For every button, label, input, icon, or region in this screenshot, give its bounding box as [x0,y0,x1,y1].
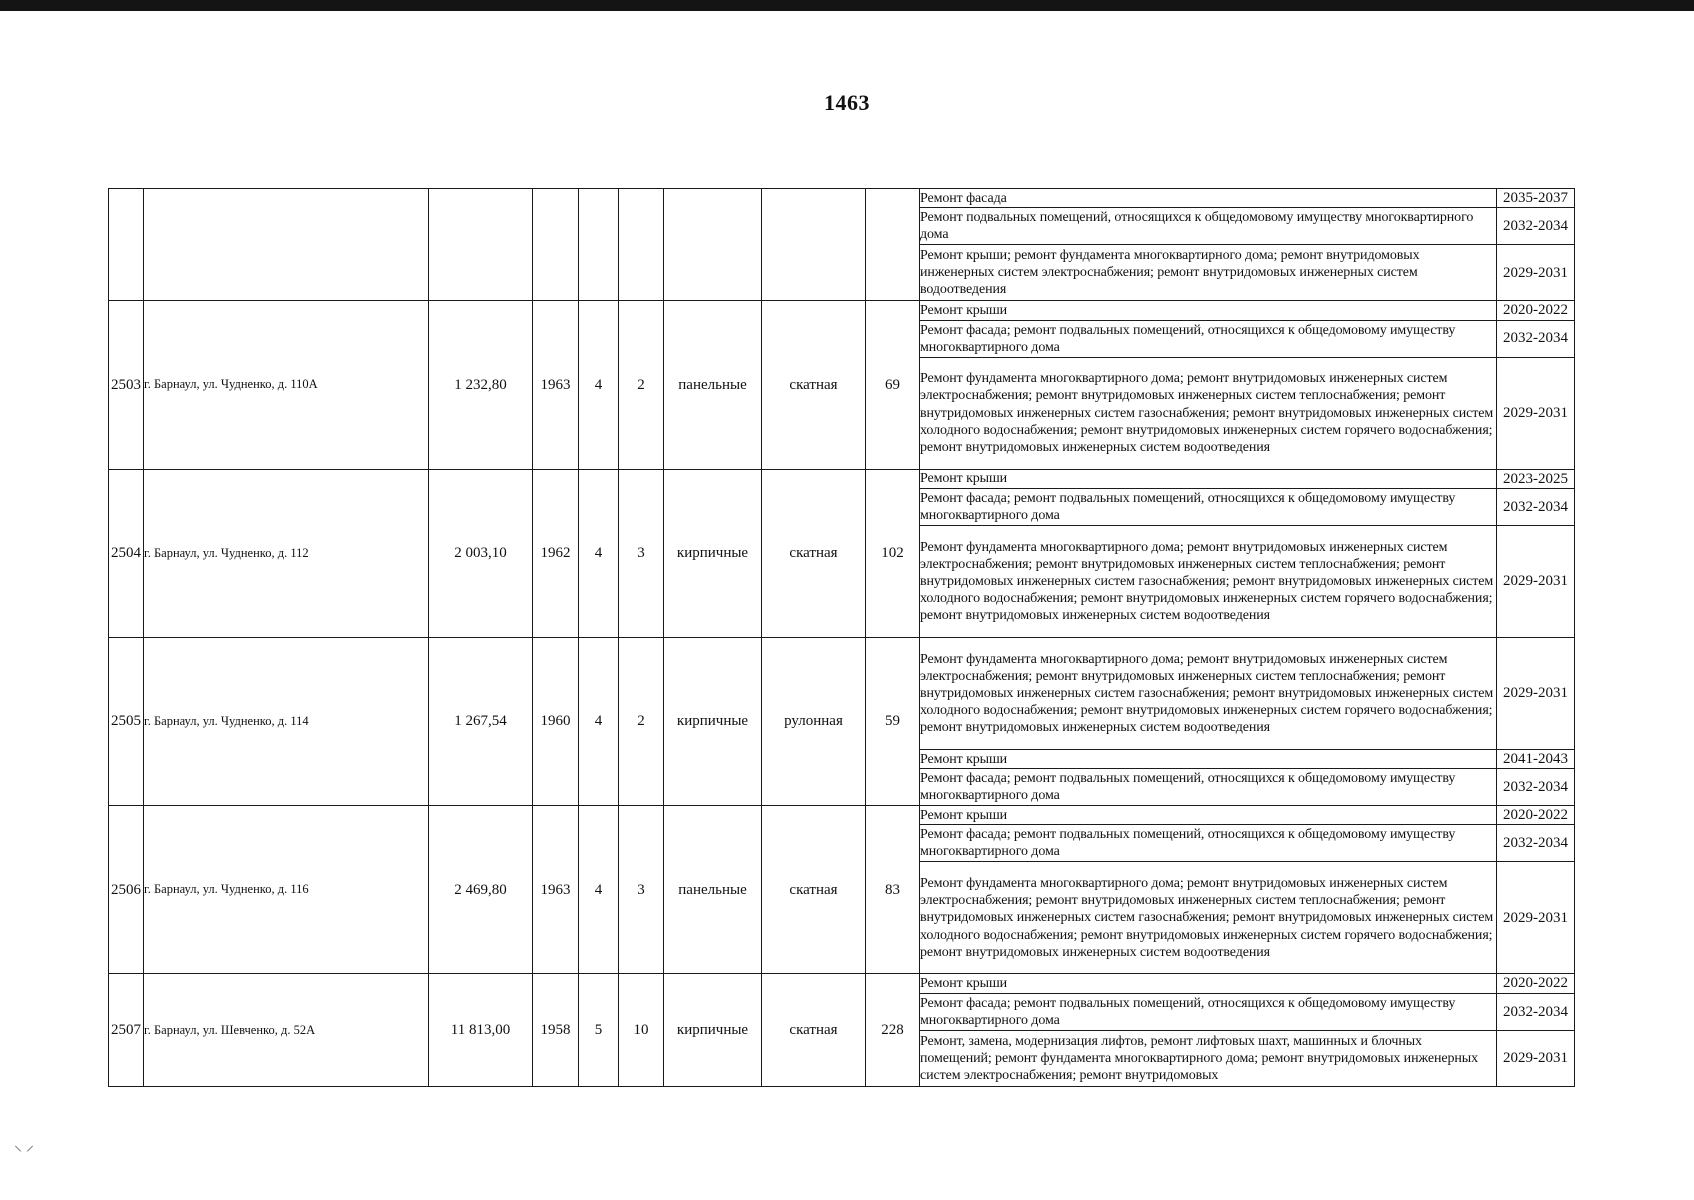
work-period: 2032-2034 [1497,488,1575,525]
entrances-count: 2 [619,637,664,805]
table-row [109,974,1575,993]
building-id: 2507 [109,974,144,1086]
work-period: 2032-2034 [1497,993,1575,1030]
residents-count: 228 [866,974,920,1086]
continuation-empty-cell [664,189,762,301]
work-period: 2029-2031 [1497,245,1575,301]
wall-material: кирпичные [664,974,762,1086]
building-id: 2505 [109,637,144,805]
work-description: Ремонт фасада [920,189,1497,208]
total-area: 1 267,54 [429,637,533,805]
work-period: 2029-2031 [1497,1030,1575,1086]
scan-top-border [0,0,1694,11]
build-year: 1962 [533,469,579,637]
build-year: 1958 [533,974,579,1086]
work-period: 2032-2034 [1497,825,1575,862]
work-period: 2023-2025 [1497,469,1575,488]
build-year: 1960 [533,637,579,805]
work-description: Ремонт крыши [920,301,1497,320]
table-body [109,189,1575,1087]
work-description: Ремонт крыши [920,749,1497,768]
work-description: Ремонт фундамента многоквартирного дома; ремонт внутридомовых инженерных систем электроснабжения; ремонт внутридомовых инженерных систем теплоснабжения; ремонт внутридомовых инженерных систем газоснабжения; ремонт внутридомовых инженерных систем холодного водоснабжения; ремонт внутридомовых инженерных систем горячего водоснабжения; ремонт внутридомовых инженерных систем водоотведения [920,637,1497,749]
roof-type: скатная [762,301,866,469]
table-row [109,469,1575,488]
building-id: 2506 [109,806,144,974]
work-period: 2029-2031 [1497,357,1575,469]
total-area: 2 469,80 [429,806,533,974]
work-period: 2032-2034 [1497,208,1575,245]
building-id: 2504 [109,469,144,637]
work-description: Ремонт, замена, модернизация лифтов, ремонт лифтовых шахт, машинных и блочных помещений; ремонт фундамента многоквартирного дома; ремонт внутридомовых инженерных систем электроснабжения; ремонт внутридомовых [920,1030,1497,1086]
work-description: Ремонт крыши; ремонт фундамента многоквартирного дома; ремонт внутридомовых инженерных систем электроснабжения; ремонт внутридомовых инженерных систем водоотведения [920,245,1497,301]
building-address: г. Барнаул, ул. Чудненко, д. 112 [144,469,429,637]
work-description: Ремонт фасада; ремонт подвальных помещений, относящихся к общедомовому имуществу многоквартирного дома [920,320,1497,357]
build-year: 1963 [533,806,579,974]
total-area: 2 003,10 [429,469,533,637]
floors-count: 4 [579,637,619,805]
work-description: Ремонт фасада; ремонт подвальных помещений, относящихся к общедомовому имуществу многоквартирного дома [920,993,1497,1030]
total-area: 11 813,00 [429,974,533,1086]
work-period: 2032-2034 [1497,769,1575,806]
margin-marks: ⸌ ⸍ [14,1144,35,1161]
work-period: 2020-2022 [1497,974,1575,993]
wall-material: панельные [664,301,762,469]
wall-material: кирпичные [664,637,762,805]
repair-schedule-table [108,188,1575,1087]
residents-count: 59 [866,637,920,805]
table-row [109,189,1575,208]
continuation-empty-cell [109,189,144,301]
build-year: 1963 [533,301,579,469]
work-description: Ремонт крыши [920,469,1497,488]
page-number: 1463 [824,90,870,115]
building-address: г. Барнаул, ул. Шевченко, д. 52А [144,974,429,1086]
work-description: Ремонт подвальных помещений, относящихся к общедомовому имуществу многоквартирного дома [920,208,1497,245]
table-row [109,806,1575,825]
total-area: 1 232,80 [429,301,533,469]
table-row [109,637,1575,749]
continuation-empty-cell [144,189,429,301]
entrances-count: 10 [619,974,664,1086]
work-period: 2035-2037 [1497,189,1575,208]
table-row [109,301,1575,320]
work-description: Ремонт крыши [920,806,1497,825]
work-period: 2020-2022 [1497,806,1575,825]
work-period: 2032-2034 [1497,320,1575,357]
building-id: 2503 [109,301,144,469]
roof-type: рулонная [762,637,866,805]
floors-count: 4 [579,469,619,637]
roof-type: скатная [762,974,866,1086]
building-address: г. Барнаул, ул. Чудненко, д. 116 [144,806,429,974]
continuation-empty-cell [619,189,664,301]
continuation-empty-cell [533,189,579,301]
building-address: г. Барнаул, ул. Чудненко, д. 114 [144,637,429,805]
work-description: Ремонт фундамента многоквартирного дома; ремонт внутридомовых инженерных систем электроснабжения; ремонт внутридомовых инженерных систем теплоснабжения; ремонт внутридомовых инженерных систем газоснабжения; ремонт внутридомовых инженерных систем холодного водоснабжения; ремонт внутридомовых инженерных систем горячего водоснабжения; ремонт внутридомовых инженерных систем водоотведения [920,862,1497,974]
work-description: Ремонт фасада; ремонт подвальных помещений, относящихся к общедомовому имуществу многоквартирного дома [920,488,1497,525]
work-period: 2029-2031 [1497,637,1575,749]
work-period: 2041-2043 [1497,749,1575,768]
wall-material: кирпичные [664,469,762,637]
floors-count: 5 [579,974,619,1086]
entrances-count: 2 [619,301,664,469]
work-description: Ремонт фундамента многоквартирного дома; ремонт внутридомовых инженерных систем электроснабжения; ремонт внутридомовых инженерных систем теплоснабжения; ремонт внутридомовых инженерных систем газоснабжения; ремонт внутридомовых инженерных систем холодного водоснабжения; ремонт внутридомовых инженерных систем горячего водоснабжения; ремонт внутридомовых инженерных систем водоотведения [920,525,1497,637]
entrances-count: 3 [619,469,664,637]
wall-material: панельные [664,806,762,974]
residents-count: 83 [866,806,920,974]
work-description: Ремонт фасада; ремонт подвальных помещений, относящихся к общедомовому имуществу многоквартирного дома [920,825,1497,862]
building-address: г. Барнаул, ул. Чудненко, д. 110А [144,301,429,469]
work-description: Ремонт крыши [920,974,1497,993]
residents-count: 102 [866,469,920,637]
roof-type: скатная [762,806,866,974]
floors-count: 4 [579,806,619,974]
residents-count: 69 [866,301,920,469]
work-description: Ремонт фасада; ремонт подвальных помещений, относящихся к общедомовому имуществу многоквартирного дома [920,769,1497,806]
continuation-empty-cell [866,189,920,301]
work-period: 2020-2022 [1497,301,1575,320]
roof-type: скатная [762,469,866,637]
floors-count: 4 [579,301,619,469]
entrances-count: 3 [619,806,664,974]
work-period: 2029-2031 [1497,525,1575,637]
continuation-empty-cell [762,189,866,301]
work-description: Ремонт фундамента многоквартирного дома; ремонт внутридомовых инженерных систем электроснабжения; ремонт внутридомовых инженерных систем теплоснабжения; ремонт внутридомовых инженерных систем газоснабжения; ремонт внутридомовых инженерных систем холодного водоснабжения; ремонт внутридомовых инженерных систем горячего водоснабжения; ремонт внутридомовых инженерных систем водоотведения [920,357,1497,469]
continuation-empty-cell [579,189,619,301]
continuation-empty-cell [429,189,533,301]
work-period: 2029-2031 [1497,862,1575,974]
